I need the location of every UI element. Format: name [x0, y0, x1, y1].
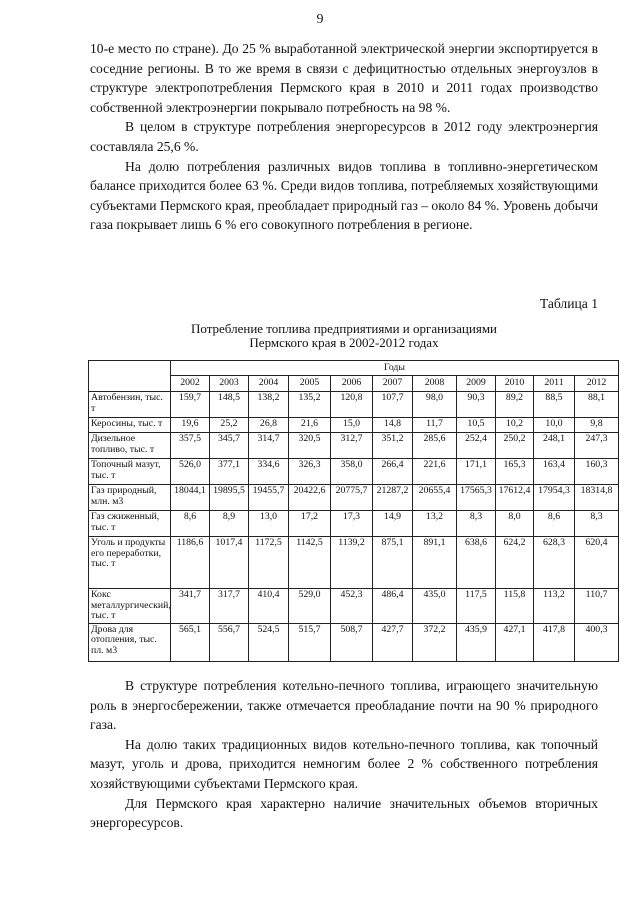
value-cell: 17612,4 — [496, 485, 534, 511]
table-row — [89, 623, 619, 661]
fuel-type-cell: Топочный мазут, тыс. т — [89, 459, 171, 485]
value-cell: 90,3 — [457, 392, 496, 418]
fuel-type-cell: Керосины, тыс. т — [89, 418, 171, 433]
value-cell: 326,3 — [289, 459, 331, 485]
year-header-cell: 2002 — [171, 376, 210, 392]
table-row — [89, 459, 619, 485]
value-cell: 400,3 — [575, 623, 619, 661]
value-cell: 148,5 — [210, 392, 249, 418]
value-cell: 358,0 — [331, 459, 373, 485]
year-header-cell: 2006 — [331, 376, 373, 392]
year-header-cell: 2012 — [575, 376, 619, 392]
value-cell: 20655,4 — [413, 485, 457, 511]
fuel-type-cell: Уголь и продукты его переработки, тыс. т — [89, 537, 171, 589]
paragraph: Для Пермского края характерно наличие значительных объемов вторичных энергоресурсов. — [90, 795, 598, 831]
value-cell: 13,2 — [413, 511, 457, 537]
value-cell: 1017,4 — [210, 537, 249, 589]
year-header-cell: 2008 — [413, 376, 457, 392]
value-cell: 135,2 — [289, 392, 331, 418]
value-cell: 372,2 — [413, 623, 457, 661]
value-cell: 159,7 — [171, 392, 210, 418]
value-cell: 17954,3 — [534, 485, 575, 511]
table-caption — [90, 322, 598, 350]
fuel-type-cell: Дрова для отопления, тыс. пл. м3 — [89, 623, 171, 661]
year-header-cell: 2007 — [373, 376, 413, 392]
value-cell: 19455,7 — [249, 485, 289, 511]
value-cell: 8,0 — [496, 511, 534, 537]
text-block-top — [90, 39, 598, 235]
value-cell: 266,4 — [373, 459, 413, 485]
value-cell: 17,2 — [289, 511, 331, 537]
value-cell: 377,1 — [210, 459, 249, 485]
value-cell: 435,0 — [413, 589, 457, 624]
fuel-type-cell: Кокс металлургический, тыс. т — [89, 589, 171, 624]
value-cell: 8,6 — [171, 511, 210, 537]
table-row — [89, 511, 619, 537]
value-cell: 285,6 — [413, 433, 457, 459]
year-header-cell: 2003 — [210, 376, 249, 392]
value-cell: 19,6 — [171, 418, 210, 433]
year-header-cell: 2005 — [289, 376, 331, 392]
value-cell: 9,8 — [575, 418, 619, 433]
value-cell: 250,2 — [496, 433, 534, 459]
paragraph: 10-е место по стране). До 25 % выработанной электрической энергии экспортируется в соседние регионы. В то же время в связи с дефицитностью отдельных энергоузлов в структуре электропотребления Пермского края в 2010 и 2011 годах производство собственной электроэнергии покрывало потребность на 98 %. — [90, 41, 598, 115]
table-header-row — [89, 361, 619, 376]
value-cell: 427,1 — [496, 623, 534, 661]
value-cell: 11,7 — [413, 418, 457, 433]
value-cell: 110,7 — [575, 589, 619, 624]
value-cell: 341,7 — [171, 589, 210, 624]
value-cell: 115,8 — [496, 589, 534, 624]
value-cell: 10,2 — [496, 418, 534, 433]
value-cell: 20775,7 — [331, 485, 373, 511]
value-cell: 117,5 — [457, 589, 496, 624]
value-cell: 345,7 — [210, 433, 249, 459]
value-cell: 252,4 — [457, 433, 496, 459]
year-header-cell: 2010 — [496, 376, 534, 392]
value-cell: 20422,6 — [289, 485, 331, 511]
year-header-cell: 2011 — [534, 376, 575, 392]
value-cell: 98,0 — [413, 392, 457, 418]
value-cell: 120,8 — [331, 392, 373, 418]
paragraph: В целом в структуре потребления энергоресурсов в 2012 году электроэнергия составляла 25,6 %. — [90, 119, 598, 154]
value-cell: 221,6 — [413, 459, 457, 485]
value-cell: 410,4 — [249, 589, 289, 624]
value-cell: 357,5 — [171, 433, 210, 459]
value-cell: 160,3 — [575, 459, 619, 485]
value-cell: 138,2 — [249, 392, 289, 418]
table-body — [89, 392, 619, 662]
value-cell: 8,3 — [457, 511, 496, 537]
value-cell: 624,2 — [496, 537, 534, 589]
paragraph: На долю таких традиционных видов котельно-печного топлива, как топочный мазут, уголь и дрова, приходится немногим более 2 % собственного потребления хозяйствующими субъектами Пермского края. — [90, 736, 598, 791]
value-cell: 427,7 — [373, 623, 413, 661]
value-cell: 452,3 — [331, 589, 373, 624]
year-header-cell: 2009 — [457, 376, 496, 392]
value-cell: 13,0 — [249, 511, 289, 537]
value-cell: 14,9 — [373, 511, 413, 537]
value-cell: 314,7 — [249, 433, 289, 459]
page-number: 9 — [316, 12, 324, 27]
years-header: Годы — [171, 361, 619, 376]
value-cell: 113,2 — [534, 589, 575, 624]
table-row — [89, 589, 619, 624]
value-cell: 312,7 — [331, 433, 373, 459]
value-cell: 638,6 — [457, 537, 496, 589]
table-caption-line: Потребление топлива предприятиями и организациями — [190, 321, 498, 336]
value-cell: 351,2 — [373, 433, 413, 459]
value-cell: 8,3 — [575, 511, 619, 537]
value-cell: 1139,2 — [331, 537, 373, 589]
paragraph: На долю потребления различных видов топлива в топливно-энергетическом балансе приходится более 63 %. Среди видов топлива, потребляемых хозяйствующими субъектами Пермского края, преобладает природный газ – около 84 %. Уровень добычи газа покрывает лишь 6 % его совокупного потребления в регионе. — [90, 158, 598, 233]
year-header-cell: 2004 — [249, 376, 289, 392]
value-cell: 248,1 — [534, 433, 575, 459]
value-cell: 8,6 — [534, 511, 575, 537]
value-cell: 417,8 — [534, 623, 575, 661]
value-cell: 1172,5 — [249, 537, 289, 589]
value-cell: 628,3 — [534, 537, 575, 589]
value-cell: 247,3 — [575, 433, 619, 459]
value-cell: 171,1 — [457, 459, 496, 485]
value-cell: 435,9 — [457, 623, 496, 661]
value-cell: 25,2 — [210, 418, 249, 433]
value-cell: 317,7 — [210, 589, 249, 624]
value-cell: 19895,5 — [210, 485, 249, 511]
paragraph: В структуре потребления котельно-печного топлива, играющего значительную роль в энергосбережении, также отмечается преобладание почти на 90 % природного газа. — [90, 678, 598, 733]
value-cell: 891,1 — [413, 537, 457, 589]
value-cell: 486,4 — [373, 589, 413, 624]
fuel-consumption-table — [88, 360, 619, 662]
value-cell: 18044,1 — [171, 485, 210, 511]
value-cell: 875,1 — [373, 537, 413, 589]
value-cell: 8,9 — [210, 511, 249, 537]
fuel-type-cell: Автобензин, тыс. т — [89, 392, 171, 418]
value-cell: 1142,5 — [289, 537, 331, 589]
value-cell: 526,0 — [171, 459, 210, 485]
value-cell: 18314,8 — [575, 485, 619, 511]
fuel-type-cell: Дизельное топливо, тыс. т — [89, 433, 171, 459]
value-cell: 165,3 — [496, 459, 534, 485]
fuel-type-cell: Газ природный, млн. м3 — [89, 485, 171, 511]
value-cell: 515,7 — [289, 623, 331, 661]
value-cell: 107,7 — [373, 392, 413, 418]
value-cell: 163,4 — [534, 459, 575, 485]
fuel-type-cell: Газ сжиженный, тыс. т — [89, 511, 171, 537]
value-cell: 1186,6 — [171, 537, 210, 589]
table-label: Таблица 1 — [539, 296, 598, 311]
text-block-bottom — [90, 676, 598, 833]
table-row — [89, 433, 619, 459]
value-cell: 529,0 — [289, 589, 331, 624]
value-cell: 17,3 — [331, 511, 373, 537]
value-cell: 320,5 — [289, 433, 331, 459]
value-cell: 21,6 — [289, 418, 331, 433]
value-cell: 88,5 — [534, 392, 575, 418]
value-cell: 565,1 — [171, 623, 210, 661]
value-cell: 26,8 — [249, 418, 289, 433]
table-row — [89, 418, 619, 433]
value-cell: 15,0 — [331, 418, 373, 433]
table-row — [89, 537, 619, 589]
value-cell: 17565,3 — [457, 485, 496, 511]
table-corner-cell — [89, 361, 171, 392]
value-cell: 334,6 — [249, 459, 289, 485]
table-row — [89, 485, 619, 511]
value-cell: 89,2 — [496, 392, 534, 418]
table-caption-line: Пермского края в 2002-2012 годах — [249, 335, 439, 350]
value-cell: 556,7 — [210, 623, 249, 661]
value-cell: 620,4 — [575, 537, 619, 589]
value-cell: 10,5 — [457, 418, 496, 433]
table-row — [89, 392, 619, 418]
value-cell: 508,7 — [331, 623, 373, 661]
value-cell: 88,1 — [575, 392, 619, 418]
value-cell: 10,0 — [534, 418, 575, 433]
value-cell: 14,8 — [373, 418, 413, 433]
value-cell: 21287,2 — [373, 485, 413, 511]
value-cell: 524,5 — [249, 623, 289, 661]
